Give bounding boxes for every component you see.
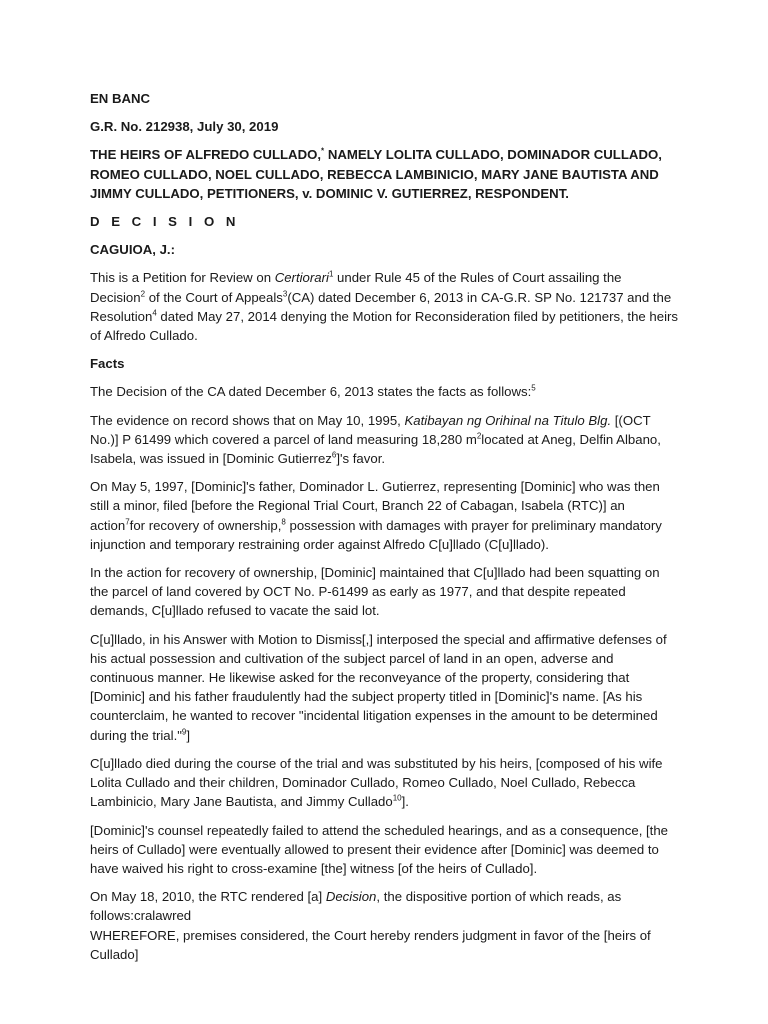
document-body — [90, 89, 680, 973]
text-run: ] — [186, 727, 191, 743]
footnote-ref[interactable]: 9 — [181, 727, 187, 737]
text-run: located at Aneg, Delfin Albano, Isabela, was issued in [Dominic Gutierrez — [90, 431, 661, 467]
text-run: possession with damages with prayer for preliminary mandatory injunction and temporary restraining order against Alfredo C[u]llado (C[u]llado). — [90, 517, 662, 552]
text-run: dated May 27, 2014 denying the Motion for Reconsideration filed by petitioners, the heirs of Alfredo Cullado. — [90, 308, 678, 344]
footnote-ref[interactable]: 8 — [281, 517, 286, 527]
footnote-ref[interactable]: 3 — [282, 289, 288, 299]
paragraph-evidence — [90, 411, 680, 469]
text-run: C[u]llado died during the course of the trial and was substituted by his heirs, [composed of his wife Lolita Cullado and their children, Dominador Cullado, Romeo Cullado, Noel Cullado, Rebecca Lambinicio, Mary Jane Bautista, and Jimmy Cullado — [90, 755, 663, 810]
footnote-ref[interactable]: 5 — [531, 384, 536, 394]
case-title — [90, 145, 680, 203]
text-run: This is a Petition for Review on — [90, 270, 275, 286]
ponente: CAGUIOA, J.: — [90, 242, 175, 258]
text-run: C[u]llado, in his Answer with Motion to Dismiss[,] interposed the special and affirmative defenses of his actual possession and cultivation of the subject parcel of land in an open, adverse and continuous manner. He likewise asked for the reconveyance of the property, considering that [Dominic] and his father fraudulently had the subject property titled in [Dominic]'s name. [As his counterclaim, he wanted to recover "incidental litigation expenses in the amount to be determined during the trial." — [90, 631, 667, 743]
paragraph-rtc-decision — [90, 887, 680, 964]
paragraph-intro — [90, 268, 680, 345]
text-run: under Rule 45 of the Rules of Court assailing the Decision — [90, 270, 622, 305]
text-run: , the dispositive portion of which reads, as follows:cralawred — [90, 889, 622, 924]
text-run: On May 18, 2010, the RTC rendered [a] — [90, 889, 326, 905]
footnote-ref[interactable]: 7 — [125, 517, 130, 527]
text-run: The Decision of the CA dated December 6, 2013 states the facts as follows: — [90, 384, 532, 400]
paragraph-recovery: In the action for recovery of ownership, [Dominic] maintained that C[u]llado had been squatting on the parcel of land covered by OCT No. P-61499 as early as 1977, and that despite repeated demands, C[u]llado refused to vacate the said lot. — [90, 565, 660, 619]
case-number: G.R. No. 212938, July 30, 2019 — [90, 119, 279, 135]
paragraph-substitution — [90, 754, 680, 812]
text-run: for recovery of ownership, — [129, 517, 282, 533]
text-run: of the Court of Appeals — [145, 289, 283, 305]
footnote-ref[interactable]: 4 — [152, 308, 157, 318]
decision-heading: D E C I S I O N — [90, 214, 240, 230]
text-run: On May 5, 1997, [Dominic]'s father, Dominador L. Gutierrez, representing [Dominic] who was then still a minor, filed [before the Regional Trial Court, Branch 22 of Cabagan, Isabela (RTC)] an action — [90, 479, 660, 533]
case-title-part2: NAMELY LOLITA CULLADO, DOMINADOR CULLADO, ROMEO CULLADO, NOEL CULLADO, REBECCA LAMBINICIO, MARY JANE BAUTISTA AND JIMMY CULLADO, PETITIONERS, v. DOMINIC V. GUTIERREZ, RESPONDENT. — [90, 147, 662, 201]
italic-text: Katibayan ng Orihinal na Titulo Blg. — [404, 412, 612, 428]
paragraph-answer — [90, 630, 680, 745]
text-run: ]'s favor. — [336, 451, 386, 467]
dispositive-text: WHEREFORE, premises considered, the Court hereby renders judgment in favor of the [heirs of Cullado] — [90, 927, 651, 962]
paragraph-facts-intro — [90, 382, 680, 401]
paragraph-action — [90, 477, 680, 554]
superscript: 2 — [476, 431, 482, 441]
paragraph-counsel: [Dominic]'s counsel repeatedly failed to attend the scheduled hearings, and as a consequence, [the heirs of Cullado] were eventually allowed to present their evidence after [Dominic] was deemed to have waived his right to cross-examine [the] witness [of the heirs of Cullado]. — [90, 822, 669, 876]
footnote-ref[interactable]: 6 — [331, 450, 337, 460]
footnote-ref[interactable]: 2 — [140, 289, 146, 299]
footnote-ref[interactable]: * — [321, 147, 325, 157]
facts-heading: Facts — [90, 356, 125, 372]
footnote-ref[interactable]: 10 — [392, 793, 402, 803]
italic-text: Certiorari — [274, 270, 329, 286]
text-run: (CA) dated December 6, 2013 in CA-G.R. SP No. 121737 and the Resolution — [90, 289, 672, 324]
text-run: [(OCT No.)] P 61499 which covered a parcel of land measuring 18,280 m — [90, 412, 651, 447]
court-division: EN BANC — [90, 91, 151, 106]
text-run: The evidence on record shows that on May 10, 1995, — [90, 412, 405, 428]
italic-text: Decision — [325, 889, 377, 905]
footnote-ref[interactable]: 1 — [328, 270, 334, 280]
case-title-part1: THE HEIRS OF ALFREDO CULLADO, — [90, 147, 322, 163]
text-run: ]. — [401, 794, 409, 810]
